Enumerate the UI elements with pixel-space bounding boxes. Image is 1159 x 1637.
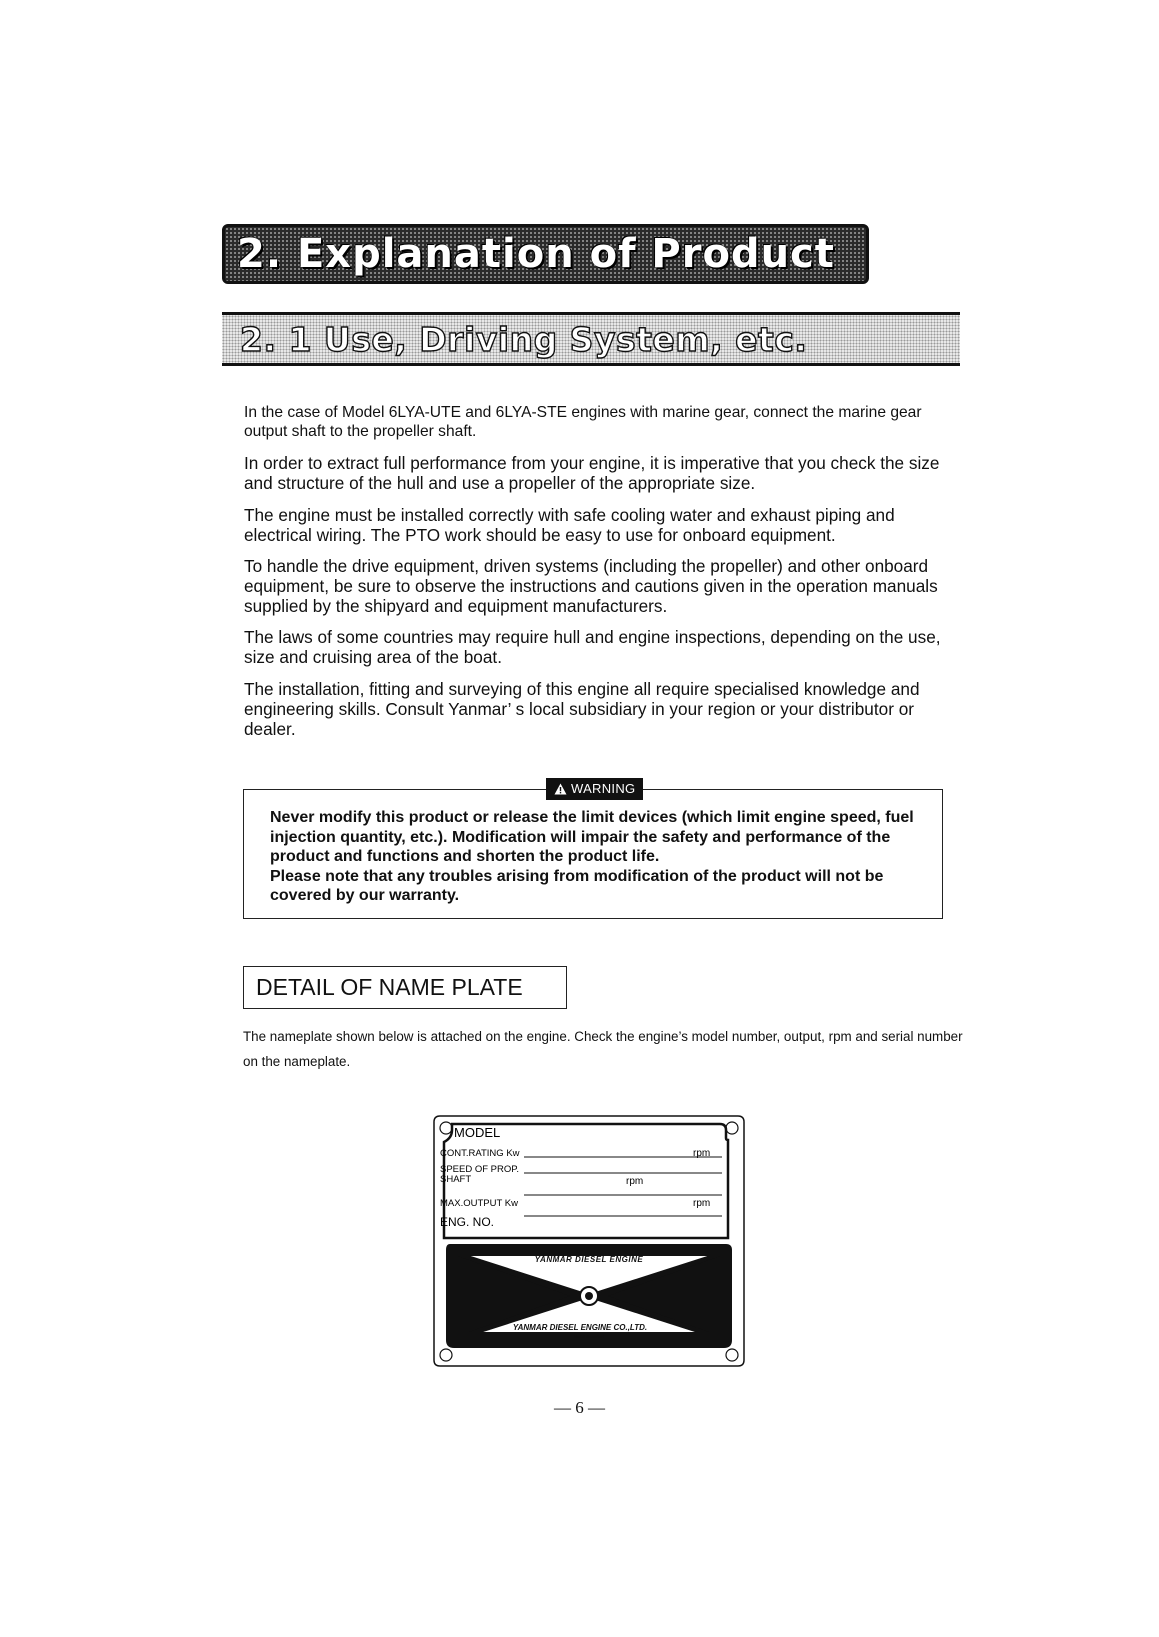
warning-badge <box>546 778 643 800</box>
nameplate-cont-rating-label: CONT.RATING Kw <box>440 1148 520 1159</box>
chapter-heading <box>222 224 869 284</box>
nameplate-model-label: MODEL <box>454 1125 501 1140</box>
nameplate-heading-text: DETAIL OF NAME PLATE <box>256 974 523 1000</box>
warning-text-warranty: Please note that any troubles arising from modification of the product will not be covered by our warranty. <box>270 867 884 904</box>
warning-label: WARNING <box>571 781 636 796</box>
nameplate-brand-top: YANMAR DIESEL ENGINE <box>534 1255 644 1264</box>
nameplate-brand-bottom: YANMAR DIESEL ENGINE CO.,LTD. <box>512 1323 648 1332</box>
nameplate-made-in: MADE IN JAPAN <box>573 1334 605 1339</box>
warning-text-modification: Never modify this product or release the limit devices (which limit engine speed, fuel injection quantity, etc.). Modification will impair the safety and performance of the product and functions and shorten the product life. <box>270 809 914 865</box>
nameplate-shaft-label: SHAFT <box>440 1174 472 1185</box>
nameplate-heading <box>243 966 567 1009</box>
nameplate-rpm-2: rpm <box>626 1176 644 1187</box>
nameplate-illustration <box>430 1110 748 1372</box>
nameplate-rpm-3: rpm <box>693 1198 711 1209</box>
page-number: — 6 — <box>554 1398 605 1417</box>
paragraph-laws: The laws of some countries may require hull and engine inspections, depending on the use, size and cruising area of the boat. <box>244 627 941 667</box>
paragraph-installation: The engine must be installed correctly with safe cooling water and exhaust piping and electrical wiring. The PTO work should be easy to use for onboard equipment. <box>244 505 895 545</box>
nameplate-description: The nameplate shown below is attached on the engine. Check the engine’s model number, output, rpm and serial number on the nameplate. <box>243 1029 963 1069</box>
nameplate-rpm-1: rpm <box>693 1148 711 1159</box>
screw-hole-icon <box>726 1122 738 1134</box>
paragraph-performance: In order to extract full performance from your engine, it is imperative that you check the size and structure of the hull and use a propeller of the appropriate size. <box>244 453 940 493</box>
nameplate-max-output-label: MAX.OUTPUT Kw <box>440 1198 518 1209</box>
screw-hole-icon <box>726 1349 738 1361</box>
paragraph-model-connection: In the case of Model 6LYA-UTE and 6LYA-STE engines with marine gear, connect the marine gear output shaft to the propeller shaft. <box>244 404 922 440</box>
screw-hole-icon <box>440 1349 452 1361</box>
nameplate-eng-no-label: ENG. NO. <box>440 1215 495 1229</box>
paragraph-drive-equipment: To handle the drive equipment, driven systems (including the propeller) and other onboard equipment, be sure to observe the instructions and cautions given in the operation manuals supplied by the shipyard and equipment manufacturers. <box>244 556 938 616</box>
warning-message <box>270 808 930 906</box>
nameplate-speed-label: SPEED OF PROP. <box>440 1164 520 1175</box>
section-heading <box>222 312 960 366</box>
section-title: 2. 1 Use, Driving System, etc. <box>240 319 808 359</box>
screw-hole-icon <box>440 1122 452 1134</box>
paragraph-consult: The installation, fitting and surveying of this engine all require specialised knowledge and engineering skills. Consult Yanmar’ s local subsidiary in your region or your distributor or dealer. <box>244 679 920 739</box>
warning-icon <box>554 783 567 795</box>
chapter-title: 2. Explanation of Product <box>237 231 835 277</box>
